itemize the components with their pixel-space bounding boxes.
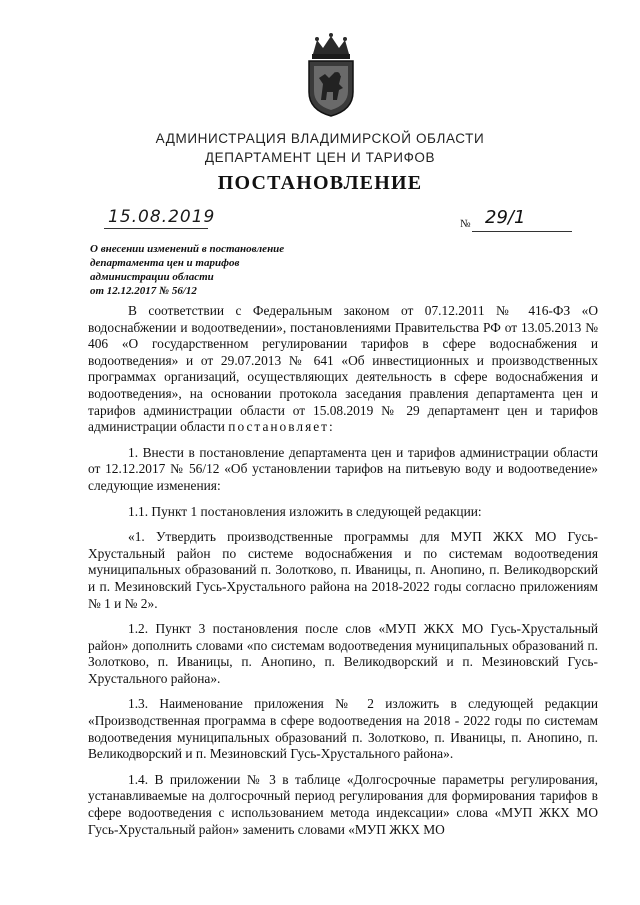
item-1-4: 1.4. В приложении № 3 в таблице «Долгосрочные параметры регулирования, устанавливаемые на долгосрочный период регулирования для формирования тарифов в сфере водоотведения с использованием метода индексации» слова «МУП ЖКХ МО Гусь-Хрустальный район» заменить словами «МУП ЖКХ МО — [88, 771, 598, 837]
document-number: 29/1 — [485, 207, 526, 228]
preamble-text: В соответствии с Федеральным законом от 07.12.2011 № 416-ФЗ «О водоснабжении и водоотведении», постановлениями Правительства РФ от 13.05.2013 № 406 «О государственном регулировании тарифов в сфере водоснабжения и водоотведения» и от 29.07.2013 № 641 «Об инвестиционных и производственных программах организаций, осуществляющих деятельность в сфере водоснабжения и водоотведения», на основании протокола заседания правления департамента цен и тарифов администрации области от 15.08.2019 № 29 департамент цен и тарифов администрации области — [88, 303, 598, 435]
item-1: 1. Внести в постановление департамента цен и тарифов администрации области от 12.12.2017 № 56/12 «Об установлении тарифов на питьевую воду и водоотведение» следующие изменения: — [88, 444, 598, 493]
number-underline — [472, 231, 572, 232]
resolution-word: постановляет: — [228, 419, 335, 435]
item-1-1: 1.1. Пункт 1 постановления изложить в следующей редакции: — [128, 503, 482, 519]
document-subject — [90, 242, 310, 298]
document-title: ПОСТАНОВЛЕНИЕ — [217, 172, 423, 194]
subject-line: администрации области — [90, 271, 214, 283]
date-underline — [104, 228, 208, 229]
coat-of-arms-icon — [299, 32, 363, 118]
item-1-2: 1.2. Пункт 3 постановления после слов «МУП ЖКХ МО Гусь-Хрустальный район» дополнить словами «по системам водоотведения муниципальных образований п. Золотково, п. Иваницы, п. Анопино, п. Великодворский и п. Мезиновский Гусь-Хрустального района». — [88, 621, 598, 686]
department-name: ДЕПАРТАМЕНТ ЦЕН И ТАРИФОВ — [204, 150, 436, 165]
preamble-paragraph — [88, 303, 598, 436]
document-date: 15.08.2019 — [108, 207, 216, 227]
organization-name: АДМИНИСТРАЦИЯ ВЛАДИМИРСКОЙ ОБЛАСТИ — [155, 131, 485, 146]
subject-line: от 12.12.2017 № 56/12 — [90, 285, 197, 297]
subject-line: О внесении изменений в постановление — [90, 243, 285, 255]
number-label: № — [460, 218, 471, 230]
document-body — [88, 303, 598, 838]
subject-line: департамента цен и тарифов — [90, 257, 240, 269]
item-1-3: 1.3. Наименование приложения № 2 изложить в следующей редакции «Производственная программа в сфере водоотведения на 2018 - 2022 годы по системам водоотведения муниципальных образований п. Золотково, п. Иваницы, п. Анопино, п. Великодворский и п. Мезиновский Гусь-Хрустального района». — [88, 696, 598, 762]
item-1-1-text: «1. Утвердить производственные программы для МУП ЖКХ МО Гусь-Хрустальный район по системе водоснабжения и по системам водоотведения муниципальных образований п. Золотково, п. Иваницы, п. Анопино, п. Великодворский и п. Мезиновский Гусь-Хрустального района на 2018-2022 годы согласно приложениям № 1 и № 2». — [88, 529, 598, 611]
